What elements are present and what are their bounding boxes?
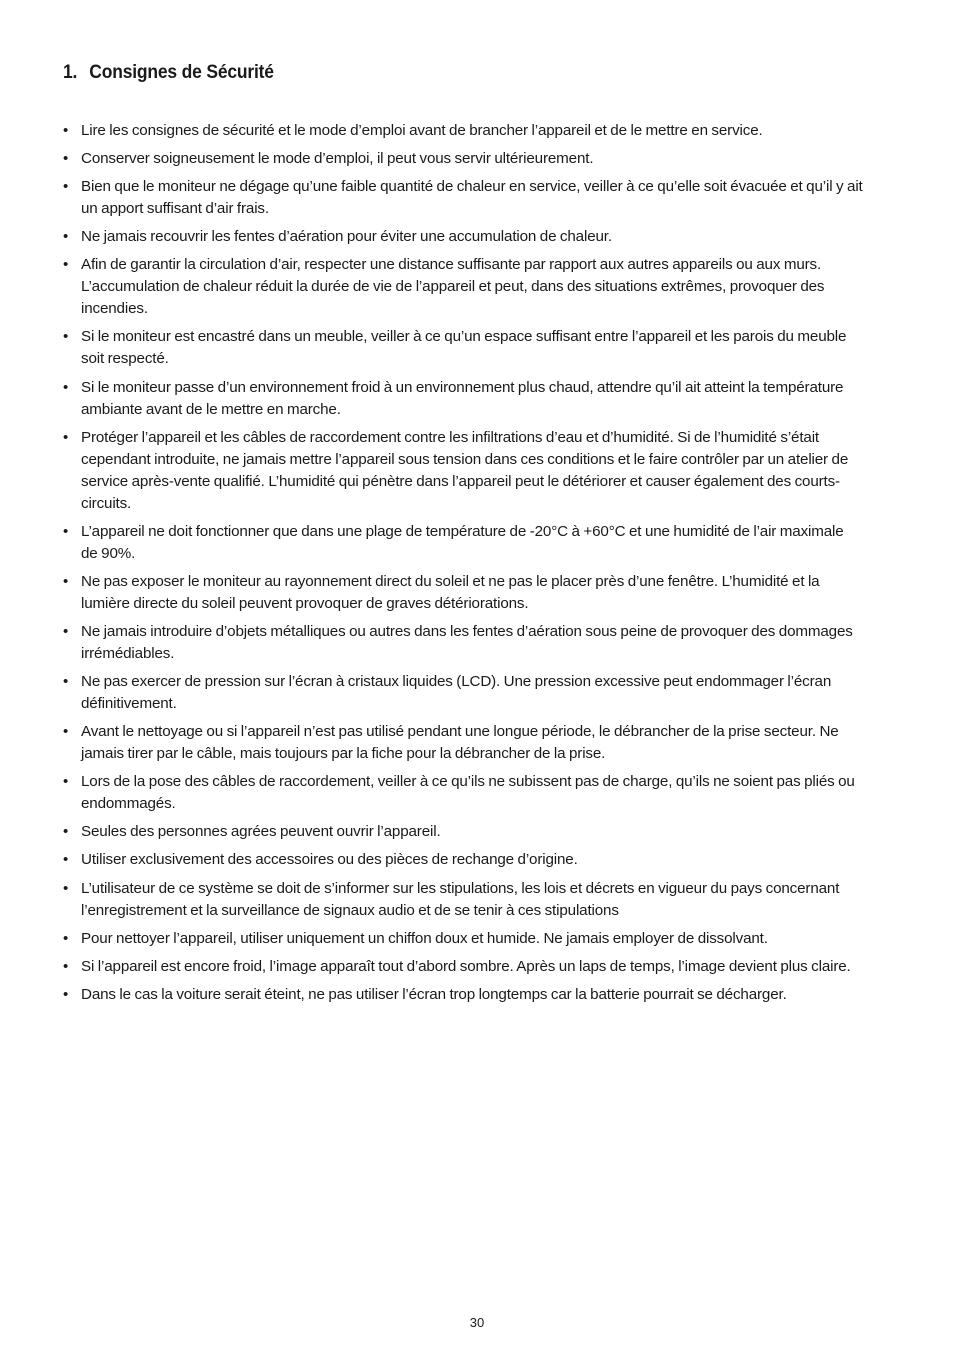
list-item-text: Utiliser exclusivement des accessoires ou des pièces de rechange d’origine. — [81, 851, 578, 869]
list-item — [63, 878, 863, 922]
list-item-text: Avant le nettoyage ou si l’appareil n’est pas utilisé pendant une longue période, le débrancher de la prise secteur. Ne jamais tirer par le câble, mais toujours par la fiche pour la débrancher de la prise. — [81, 723, 839, 763]
list-item — [63, 326, 863, 370]
list-item-text: Si l’appareil est encore froid, l’image apparaît tout d’abord sombre. Après un laps de temps, l’image devient plus claire. — [81, 957, 851, 975]
bullet-icon: • — [63, 428, 69, 446]
list-item-text: Ne jamais introduire d’objets métalliques ou autres dans les fentes d’aération sous peine de provoquer des dommages irrémédiables. — [81, 622, 853, 662]
section-number: 1. — [63, 62, 78, 83]
bullet-icon: • — [63, 879, 69, 897]
bullet-icon: • — [63, 150, 69, 168]
list-item — [63, 849, 863, 871]
bullet-icon: • — [63, 673, 69, 691]
list-item-text: L’utilisateur de ce système se doit de s’informer sur les stipulations, les lois et décrets en vigueur du pays concernant l’enregistrement et la surveillance de signaux audio et de se tenir à ces stipulations — [81, 879, 840, 919]
list-item — [63, 521, 863, 565]
list-item-text: Lire les consignes de sécurité et le mode d’emploi avant de brancher l’appareil et de le mettre en service. — [81, 122, 763, 139]
list-item — [63, 984, 863, 1006]
list-item-text: Ne pas exercer de pression sur l’écran à cristaux liquides (LCD). Une pression excessive peut endommager l’écran définitivement. — [81, 673, 832, 713]
list-item — [63, 254, 863, 320]
bullet-icon: • — [63, 256, 69, 274]
list-item-text: Pour nettoyer l’appareil, utiliser uniquement un chiffon doux et humide. Ne jamais employer de dissolvant. — [81, 929, 768, 947]
bullet-icon: • — [63, 178, 69, 196]
bullet-icon: • — [63, 985, 69, 1003]
list-item-text: Bien que le moniteur ne dégage qu’une faible quantité de chaleur en service, veiller à ce qu’elle soit évacuée et qu’il y ait un apport suffisant d’air frais. — [81, 178, 863, 218]
list-item — [63, 928, 863, 950]
bullet-icon: • — [63, 823, 69, 841]
bullet-icon: • — [63, 773, 69, 791]
list-item — [63, 148, 863, 170]
bullet-icon: • — [63, 622, 69, 640]
list-item — [63, 671, 863, 715]
list-item — [63, 226, 863, 248]
safety-instructions-list — [63, 120, 863, 1012]
list-item-text: Seules des personnes agrées peuvent ouvrir l’appareil. — [81, 823, 441, 841]
list-item — [63, 721, 863, 765]
bullet-icon: • — [63, 723, 69, 741]
bullet-icon: • — [63, 522, 69, 540]
section-title: Consignes de Sécurité — [89, 62, 274, 83]
section-heading — [63, 62, 274, 84]
list-item — [63, 427, 863, 515]
bullet-icon: • — [63, 957, 69, 975]
bullet-icon: • — [63, 228, 69, 246]
list-item-text: Si le moniteur est encastré dans un meuble, veiller à ce qu’un espace suffisant entre l’appareil et les parois du meuble soit respecté. — [81, 328, 847, 368]
list-item — [63, 571, 863, 615]
page-number: 30 — [469, 1315, 485, 1330]
bullet-icon: • — [63, 851, 69, 869]
list-item-text: Si le moniteur passe d’un environnement froid à un environnement plus chaud, attendre qu’il ait atteint la température ambiante avant de le mettre en marche. — [81, 378, 844, 418]
bullet-icon: • — [63, 572, 69, 590]
list-item-text: Protéger l’appareil et les câbles de raccordement contre les infiltrations d’eau et d’humidité. Si de l’humidité s’était cependant introduite, ne jamais mettre l’appareil sous tension dans ces conditions et le faire contrôler par un atelier de service après-vente qualifié. L’humidité qui pénètre dans l’appareil peut le détériorer et causer également des courts-circuits. — [81, 428, 849, 512]
list-item — [63, 771, 863, 815]
list-item-text: L’appareil ne doit fonctionner que dans une plage de température de -20°C à +60°C et une humidité de l’air maximale de 90%. — [81, 522, 844, 562]
list-item-text: Dans le cas la voiture serait éteint, ne pas utiliser l’écran trop longtemps car la batterie pourrait se décharger. — [81, 985, 787, 1003]
list-item — [63, 621, 863, 665]
list-item-text: Ne jamais recouvrir les fentes d’aération pour éviter une accumulation de chaleur. — [81, 228, 612, 246]
list-item-text: Afin de garantir la circulation d’air, respecter une distance suffisante par rapport aux autres appareils ou aux murs. L’accumulation de chaleur réduit la durée de vie de l’appareil et peut, dans des situations extrêmes, provoquer des incendies. — [81, 256, 825, 318]
list-item-text: Conserver soigneusement le mode d’emploi, il peut vous servir ultérieurement. — [81, 150, 594, 168]
list-item — [63, 377, 863, 421]
list-item — [63, 956, 863, 978]
list-item — [63, 821, 863, 843]
list-item — [63, 176, 863, 220]
bullet-icon: • — [63, 328, 69, 346]
list-item — [63, 120, 863, 142]
bullet-icon: • — [63, 378, 69, 396]
bullet-icon: • — [63, 929, 69, 947]
list-item-text: Lors de la pose des câbles de raccordement, veiller à ce qu’ils ne subissent pas de charge, qu’ils ne soient pas pliés ou endommagés. — [81, 773, 855, 813]
bullet-icon: • — [63, 122, 69, 139]
list-item-text: Ne pas exposer le moniteur au rayonnement direct du soleil et ne pas le placer près d’une fenêtre. L’humidité et la lumière directe du soleil peuvent provoquer de graves détériorations. — [81, 572, 820, 612]
